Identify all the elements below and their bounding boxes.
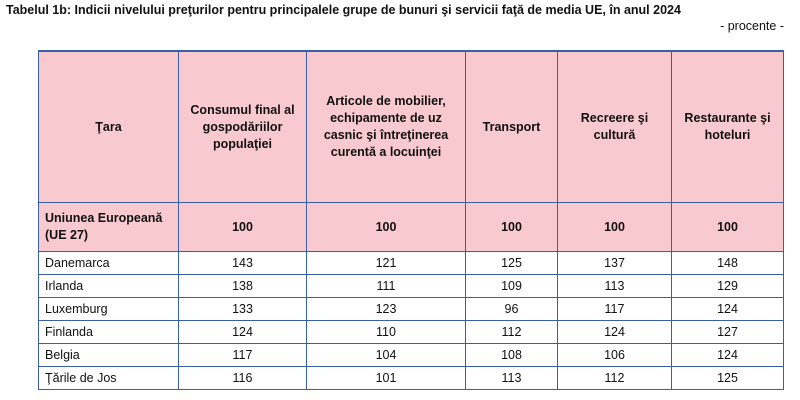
table-row [39, 298, 784, 321]
value-cell: 96 [466, 298, 558, 321]
value-cell: 129 [672, 275, 784, 298]
country-cell: Luxemburg [39, 298, 179, 321]
value-cell: 116 [179, 367, 307, 390]
value-cell: 143 [179, 252, 307, 275]
eu-value-cell: 100 [466, 203, 558, 252]
value-cell: 133 [179, 298, 307, 321]
value-cell: 125 [672, 367, 784, 390]
country-cell: Finlanda [39, 321, 179, 344]
value-cell: 117 [558, 298, 672, 321]
country-cell: Irlanda [39, 275, 179, 298]
value-cell: 124 [672, 298, 784, 321]
value-cell: 125 [466, 252, 558, 275]
value-cell: 124 [672, 344, 784, 367]
value-cell: 112 [466, 321, 558, 344]
eu-value-cell: 100 [672, 203, 784, 252]
table-title: Tabelul 1b: Indicii nivelului preţurilor pentru principalele grupe de bunuri şi servicii faţă de media UE, în anul 2024 [6, 3, 681, 17]
unit-label: - procente - [720, 19, 784, 33]
header-restaurants-hotels: Restaurante şi hoteluri [672, 51, 784, 203]
price-index-table-container [38, 50, 783, 390]
table-row [39, 344, 784, 367]
eu-value-cell: 100 [179, 203, 307, 252]
value-cell: 104 [307, 344, 466, 367]
price-index-table [38, 50, 784, 390]
value-cell: 110 [307, 321, 466, 344]
value-cell: 148 [672, 252, 784, 275]
value-cell: 106 [558, 344, 672, 367]
header-household-consumption: Consumul final al gospodăriilor populaţiei [179, 51, 307, 203]
value-cell: 127 [672, 321, 784, 344]
eu-value-cell: 100 [307, 203, 466, 252]
value-cell: 101 [307, 367, 466, 390]
country-cell: Ţările de Jos [39, 367, 179, 390]
value-cell: 137 [558, 252, 672, 275]
value-cell: 108 [466, 344, 558, 367]
header-transport: Transport [466, 51, 558, 203]
value-cell: 113 [558, 275, 672, 298]
value-cell: 111 [307, 275, 466, 298]
eu-country-cell: Uniunea Europeană (UE 27) [39, 203, 179, 252]
value-cell: 121 [307, 252, 466, 275]
table-row [39, 252, 784, 275]
value-cell: 124 [558, 321, 672, 344]
header-country: Ţara [39, 51, 179, 203]
value-cell: 109 [466, 275, 558, 298]
value-cell: 138 [179, 275, 307, 298]
table-row [39, 367, 784, 390]
value-cell: 124 [179, 321, 307, 344]
value-cell: 112 [558, 367, 672, 390]
country-cell: Danemarca [39, 252, 179, 275]
header-recreation-culture: Recreere şi cultură [558, 51, 672, 203]
header-row [39, 51, 784, 203]
value-cell: 117 [179, 344, 307, 367]
eu-value-cell: 100 [558, 203, 672, 252]
value-cell: 123 [307, 298, 466, 321]
value-cell: 113 [466, 367, 558, 390]
eu-average-row [39, 203, 784, 252]
table-row [39, 275, 784, 298]
header-furnishings: Articole de mobilier, echipamente de uz casnic şi întreţinerea curentă a locuinţei [307, 51, 466, 203]
table-row [39, 321, 784, 344]
country-cell: Belgia [39, 344, 179, 367]
